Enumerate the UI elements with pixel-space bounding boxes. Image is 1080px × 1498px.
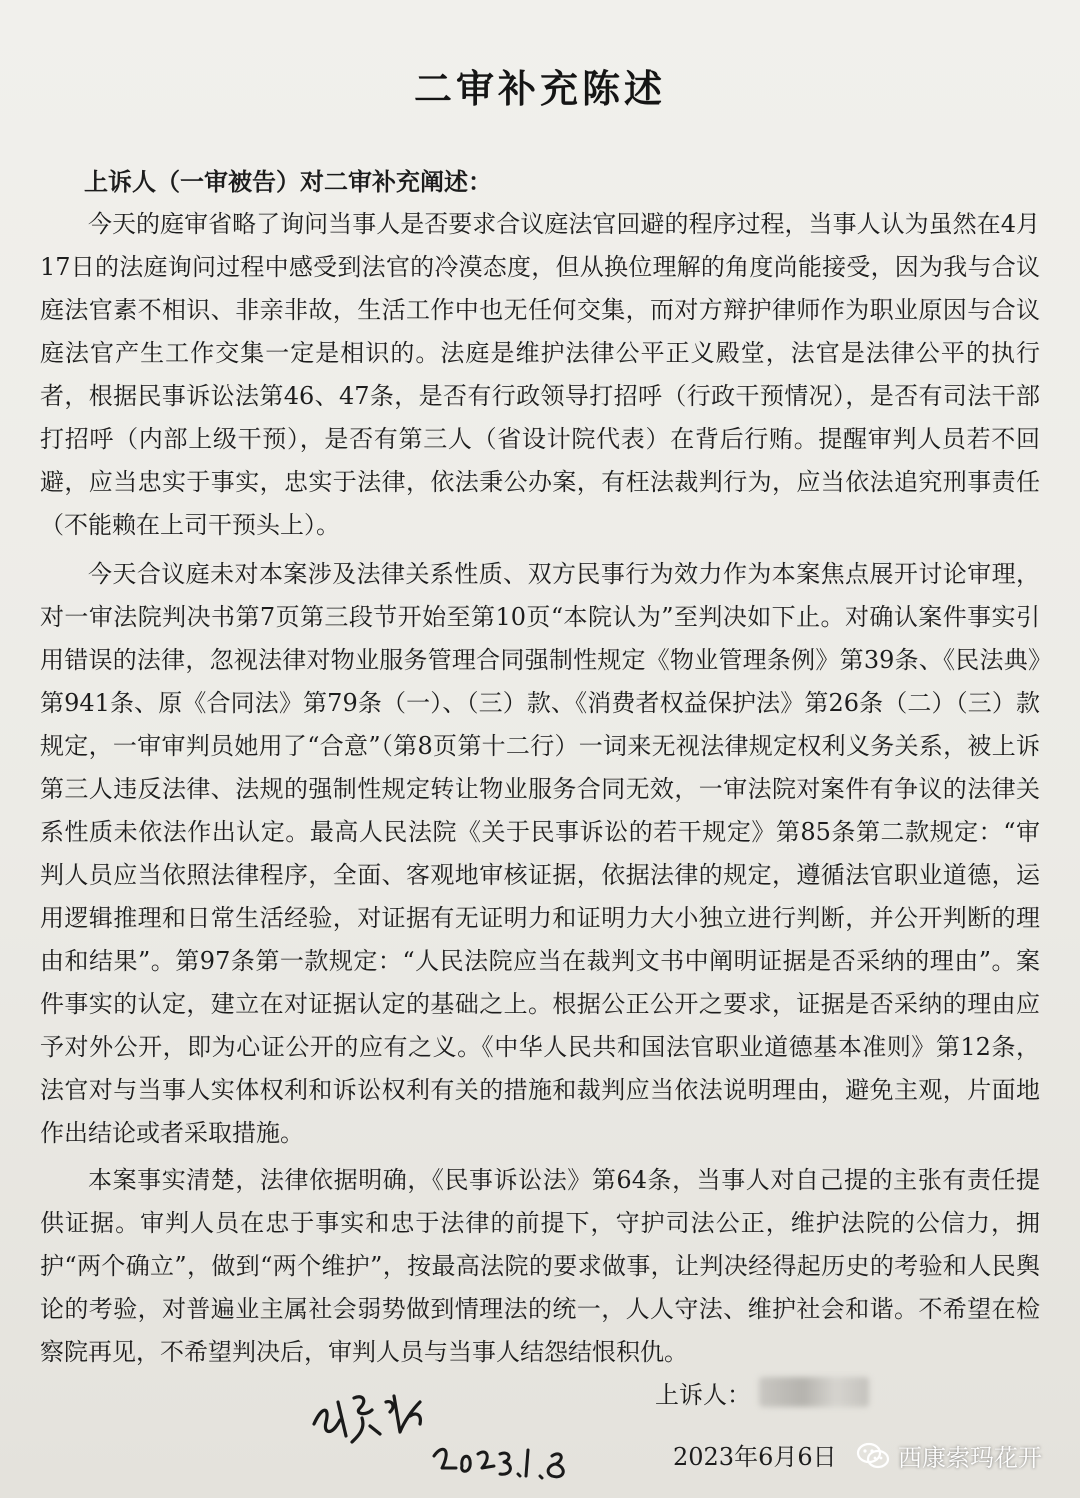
handwritten-date [430, 1432, 570, 1488]
appellant-signature-line [655, 1372, 869, 1412]
lead-heading: 上诉人（一审被告）对二审补充阐述： [84, 167, 492, 196]
paragraph-1: 今天的庭审省略了询问当事人是否要求合议庭法官回避的程序过程，当事人认为虽然在4月17日的法庭询问过程中感受到法官的冷漠态度，但从换位理解的角度尚能接受，因为我与合议庭法官素不相识、非亲非故，生活工作中也无任何交集，而对方辩护律师作为职业原因与合议庭法官产生工作交集一定是相识的。法庭是维护法律公平正义殿堂，法官是法律公平的执行者，根据民事诉讼法第46、47条，是否有行政领导打招呼（行政干预情况），是否有司法干部打招呼（内部上级干预），是否有第三人（省设计院代表）在背后行贿。提醒审判人员若不回避，应当忠实于事实，忠实于法律，依法秉公办案，有枉法裁判行为，应当依法追究刑事责任（不能赖在上司干预头上）。 [40, 210, 1040, 539]
paragraph-2: 今天合议庭未对本案涉及法律关系性质、双方民事行为效力作为本案焦点展开讨论审理，对一审法院判决书第7页第三段节开始至第10页“本院认为”至判决如下止。对确认案件事实引用错误的法律，忽视法律对物业服务管理合同强制性规定《物业管理条例》第39条、《民法典》第941条、原《合同法》第79条（一）、（三）款、《消费者权益保护法》第26条（二）（三）款规定，一审审判员她用了“合意”（第8页第十二行）一词来无视法律规定权利义务关系，被上诉第三人违反法律、法规的强制性规定转让物业服务合同无效，一审法院对案件有争议的法律关系性质未依法作出认定。最高人民法院《关于民事诉讼的若干规定》第85条第二款规定：“审判人员应当依照法律程序，全面、客观地审核证据，依据法律的规定，遵循法官职业道德，运用逻辑推理和日常生活经验，对证据有无证明力和证明力大小独立进行判断，并公开判断的理由和结果”。第97条第一款规定：“人民法院应当在裁判文书中阐明证据是否采纳的理由”。案件事实的认定，建立在对证据认定的基础之上。根据公正公开之要求，证据是否采纳的理由应予对外公开，即为心证公开的应有之义。《中华人民共和国法官职业道德基本准则》第12条，法官对与当事人实体权利和诉讼权利有关的措施和裁判应当依法说明理由，避免主观，片面地作出结论或者采取措施。 [40, 560, 1040, 1147]
document-body [40, 160, 1040, 1374]
appellant-label: 上诉人： [655, 1380, 751, 1409]
account-watermark [856, 1438, 1042, 1473]
redacted-name [759, 1377, 869, 1407]
typed-date: 2023年6月6日 [673, 1443, 837, 1471]
watermark-text: 西康索玛花开 [898, 1444, 1042, 1472]
paragraph-3: 本案事实清楚，法律依据明确，《民事诉讼法》第64条，当事人对自己提的主张有责任提供证据。审判人员在忠于事实和忠于法律的前提下，守护司法公正，维护法院的公信力，拥护“两个确立”，做到“两个维护”，按最高法院的要求做事，让判决经得起历史的考验和人民舆论的考验，对普遍业主属社会弱势做到情理法的统一，人人守法、维护社会和谐。不希望在检察院再见，不希望判决后，审判人员与当事人结怨结恨积仇。 [40, 1166, 1040, 1366]
wechat-icon [856, 1441, 890, 1471]
document-title: 二审补充陈述 [413, 67, 666, 111]
